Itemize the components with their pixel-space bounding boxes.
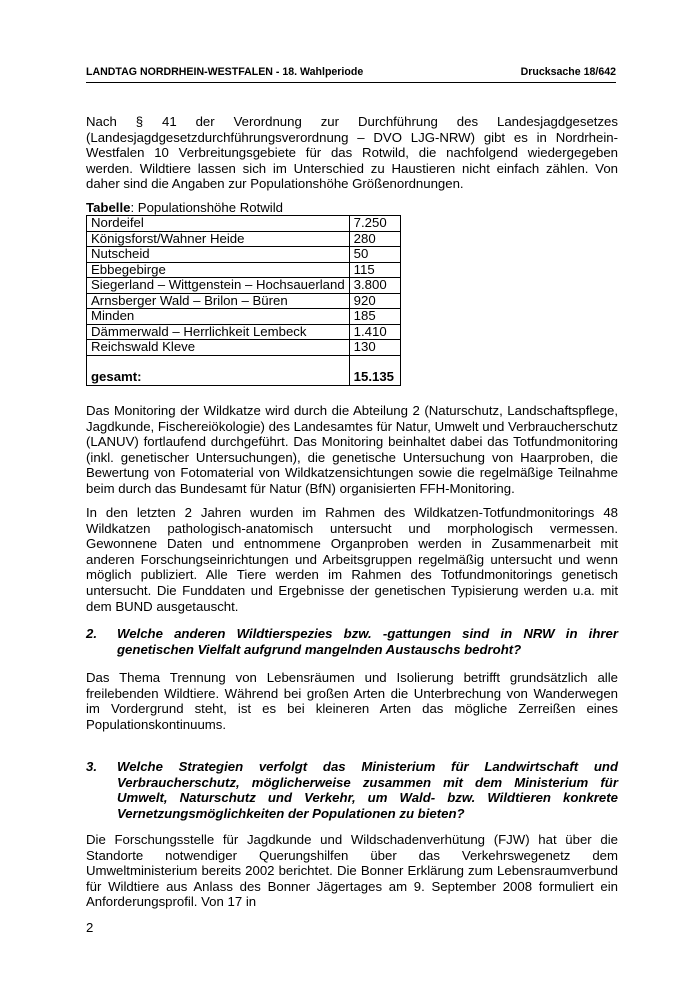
table-row xyxy=(87,231,401,247)
monitoring-paragraph: Das Monitoring der Wildkatze wird durch die Abteilung 2 (Naturschutz, Landschaftspflege, Jagdkunde, Fischereiökologie) des Landesamtes für Natur, Umwelt und Verbraucherschutz (LANUV) fortlaufend durchgeführt. Das Monitoring beinhaltet dabei das Totfundmonitoring (inkl. genetischer Untersuchungen), die genetische Untersuchung von Haarproben, die Bewertung von Fotomaterial von Wildkatzensichtungen sowie die regelmäßige Teilnahme beim durch das Bundesamt für Natur (BfN) organisierten FFH-Monitoring. xyxy=(86,403,618,496)
table-row xyxy=(87,324,401,340)
question-3 xyxy=(86,759,618,821)
value-cell: 1.410 xyxy=(349,324,400,340)
value-cell: 130 xyxy=(349,340,400,356)
value-cell: 280 xyxy=(349,231,400,247)
region-cell: Nordeifel xyxy=(87,216,350,232)
population-table xyxy=(86,215,401,386)
table-row xyxy=(87,340,401,356)
total-value-cell: 15.135 xyxy=(349,355,400,385)
region-cell: Arnsberger Wald – Brilon – Büren xyxy=(87,293,350,309)
header-parliament: LANDTAG NORDRHEIN-WESTFALEN - 18. Wahlperiode xyxy=(86,66,364,78)
table-row xyxy=(87,278,401,294)
question-text: Welche Strategien verfolgt das Ministerium für Landwirtschaft und Verbraucherschutz, möglicherweise zusammen mit dem Ministerium für Umwelt, Naturschutz und Verkehr, um Wald- bzw. Wildtieren konkrete Vernetzungsmöglichkeiten der Populationen zu bieten? xyxy=(117,759,618,821)
value-cell: 185 xyxy=(349,309,400,325)
answer-3-paragraph: Die Forschungsstelle für Jagdkunde und Wildschadenverhütung (FJW) hat über die Standorte notwendiger Querungshilfen über das Verkehrswegenetz dem Umweltministerium bereits 2002 berichtet. Die Bonner Erklärung zum Lebensraumverbund für Wildtiere aus Anlass des Bonner Jägertages am 9. September 2008 formuliert ein Anforderungsprofil. Von 17 in xyxy=(86,832,618,910)
question-2 xyxy=(86,626,618,657)
page-number: 2 xyxy=(86,920,94,935)
table-caption-label: Tabelle xyxy=(86,200,131,215)
region-cell: Siegerland – Wittgenstein – Hochsauerland xyxy=(87,278,350,294)
page-header xyxy=(86,66,616,83)
total-label-cell: gesamt: xyxy=(87,355,350,385)
region-cell: Ebbegebirge xyxy=(87,262,350,278)
table-row xyxy=(87,262,401,278)
table-total-row xyxy=(87,355,401,385)
region-cell: Minden xyxy=(87,309,350,325)
table-caption xyxy=(86,200,283,216)
value-cell: 920 xyxy=(349,293,400,309)
last-years-paragraph: In den letzten 2 Jahren wurden im Rahmen des Wildkatzen-Totfundmonitorings 48 Wildkatzen pathologisch-anatomisch untersucht und morphologisch vermessen. Gewonnene Daten und entnommene Organproben werden in Zusammenarbeit mit anderen Forschungseinrichtungen und Arbeitsgruppen regelmäßig untersucht und wenn möglich publiziert. Alle Tiere werden im Rahmen des Totfundmonitorings genetisch untersucht. Die Funddaten und Ergebnisse der genetischen Typisierung werden u.a. mit dem BUND ausgetauscht. xyxy=(86,505,618,614)
region-cell: Reichswald Kleve xyxy=(87,340,350,356)
intro-paragraph: Nach § 41 der Verordnung zur Durchführung des Landesjagdgesetzes (Landesjagdgesetzdurchführungsverordnung – DVO LJG-NRW) gibt es in Nordrhein-Westfalen 10 Verbreitungsgebiete für das Rotwild, die nachfolgend wiedergegeben werden. Wildtiere lassen sich im Unterschied zu Haustieren nicht einfach zählen. Von daher sind die Angaben zur Populationshöhe Größenordnungen. xyxy=(86,114,618,192)
answer-2-paragraph: Das Thema Trennung von Lebensräumen und Isolierung betrifft grundsätzlich alle freilebenden Wildtiere. Während bei großen Arten die Unterbrechung von Wanderwegen im Vordergrund steht, ist es bei kleineren Arten das mögliche Zerreißen eines Populationskontinuums. xyxy=(86,670,618,732)
value-cell: 7.250 xyxy=(349,216,400,232)
region-cell: Königsforst/Wahner Heide xyxy=(87,231,350,247)
value-cell: 115 xyxy=(349,262,400,278)
value-cell: 3.800 xyxy=(349,278,400,294)
table-caption-title: : Populationshöhe Rotwild xyxy=(130,200,283,215)
region-cell: Nutscheid xyxy=(87,247,350,263)
table-row xyxy=(87,216,401,232)
value-cell: 50 xyxy=(349,247,400,263)
question-text: Welche anderen Wildtierspezies bzw. -gattungen sind in NRW in ihrer genetischen Vielfalt aufgrund mangelnden Austauschs bedroht? xyxy=(117,626,618,657)
question-number: 3. xyxy=(86,759,97,774)
header-document-number: Drucksache 18/642 xyxy=(520,66,616,78)
region-cell: Dämmerwald – Herrlichkeit Lembeck xyxy=(87,324,350,340)
question-number: 2. xyxy=(86,626,97,641)
table-row xyxy=(87,293,401,309)
table-row xyxy=(87,309,401,325)
table-row xyxy=(87,247,401,263)
